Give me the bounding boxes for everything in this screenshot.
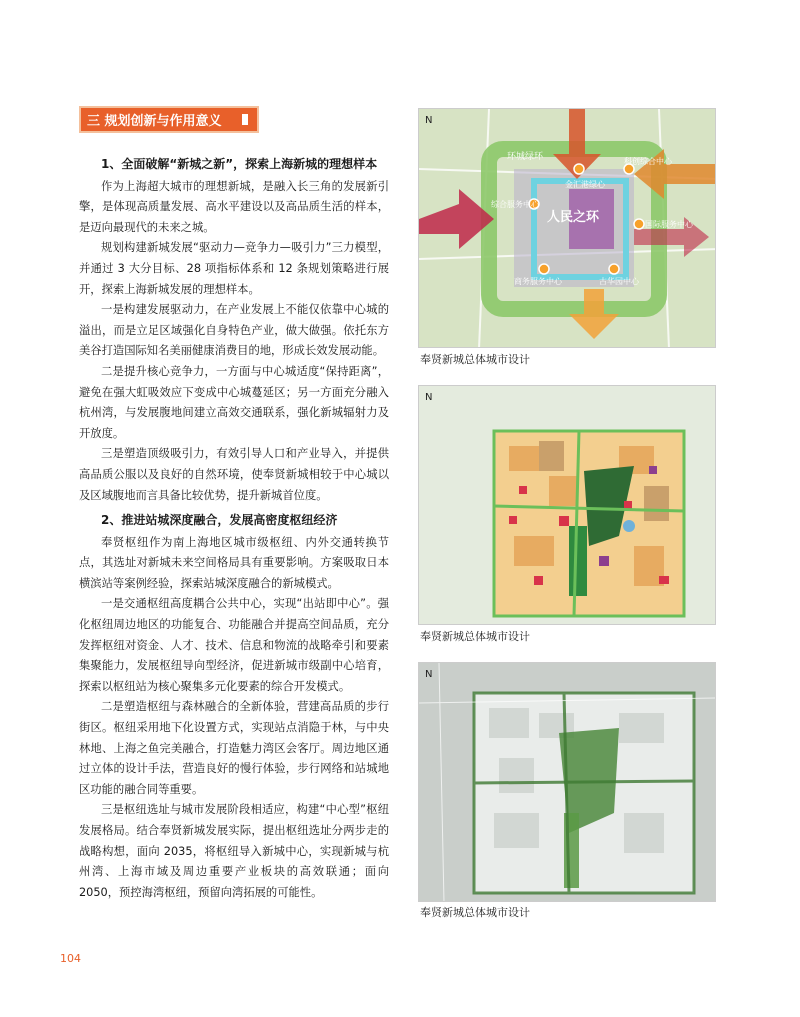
land-use-map-svg — [419, 386, 716, 625]
image-caption: 奉贤新城总体城市设计 — [420, 906, 530, 919]
section-header — [79, 106, 259, 133]
center-label: 人民之环 — [547, 210, 600, 225]
concept-map-image — [418, 108, 716, 348]
image-caption: 奉贤新城总体城市设计 — [420, 630, 530, 643]
paragraph: 一是构建发展驱动力，在产业发展上不能仅依靠中心城的溢出，而是立足区域强化自身特色产业，做大做强。依托东方美谷打造国际知名美丽健康消费目的地，形成长效发展动能。 — [79, 303, 389, 358]
ring-label: 环城绿环 — [507, 152, 544, 162]
section-title: 三 规划创新与作用意义 — [87, 114, 222, 129]
paragraph: 三是枢纽选址与城市发展阶段相适应，构建“中心型”枢纽发展格局。结合奉贤新城发展实际，提出枢纽选址分两步走的战略构想，面向 2035，将枢纽导入新城中心，实现新城与杭州湾、上海市域及周边重要产业板块的高效联通；面向 2050，预控海湾枢纽，预留向湾拓展的可能性。 — [79, 803, 389, 899]
heading-2: 2、推进站城深度融合，发展高密度枢纽经济 — [101, 513, 338, 528]
node-label: 金汇港绿心 — [565, 180, 605, 189]
node-label: 商务服务中心 — [514, 277, 562, 286]
paragraph: 规划构建新城发展“驱动力—竞争力—吸引力”三力模型，并通过 3 大分目标、28 项指标体系和 12 条规划策略进行展开，探索上海新城发展的理想样本。 — [79, 241, 389, 296]
node-label: 综合服务中心 — [491, 200, 539, 209]
image-caption: 奉贤新城总体城市设计 — [420, 353, 530, 366]
heading-1: 1、全面破解“新城之新”，探索上海新城的理想样本 — [101, 157, 378, 171]
body-text — [79, 150, 389, 903]
paragraph: 奉贤枢纽作为南上海地区城市级枢纽、内外交通转换节点，其选址对新城未来空间格局具有重要影响。方案吸取日本横滨站等案例经验，探索站城深度融合的新城模式。 — [79, 535, 389, 590]
paragraph: 三是塑造顶级吸引力，有效引导人口和产业导入，并提供高品质公服以及良好的自然环境，使奉贤新城相较于中心城以及区域腹地而言具备比较优势，提升新城首位度。 — [79, 447, 389, 502]
paragraph: 二是提升核心竞争力，一方面与中心城适度“保持距离”，避免在强大虹吸效应下变成中心城蔓延区；另一方面充分融入杭州湾，与发展腹地间建立高效交通联系，强化新城辐射力及开放度。 — [79, 364, 389, 440]
paragraph: 二是塑造枢纽与森林融合的全新体验，营建高品质的步行街区。枢纽采用地下化设置方式，实现站点消隐于林，与中央林地、上海之鱼完美融合，打造魅力湾区会客厅。周边地区通过立体的设计手法，营造良好的慢行体验，步行网络和站城地区功能的融合同等重要。 — [79, 700, 389, 796]
node-label: 国际服务中心 — [645, 220, 693, 229]
aerial-plan-svg — [419, 663, 716, 902]
north-arrow-icon: N — [425, 115, 433, 126]
header-mark — [239, 111, 251, 128]
node-label: 古华园中心 — [599, 277, 639, 286]
page-number: 104 — [60, 952, 81, 965]
concept-map-svg — [419, 109, 716, 348]
north-arrow-icon: N — [425, 669, 433, 680]
north-arrow-icon: N — [425, 392, 433, 403]
paragraph: 作为上海超大城市的理想新城，是融入长三角的发展新引擎，是体现高质量发展、高水平建设以及高品质生活的样本，是迈向最现代的未来之城。 — [79, 179, 389, 234]
aerial-plan-image — [418, 662, 716, 902]
land-use-map-image — [418, 385, 716, 625]
node-label: 科创综合中心 — [624, 157, 672, 166]
paragraph: 一是交通枢纽高度耦合公共中心，实现“出站即中心”。强化枢纽周边地区的功能复合、功能融合并提高空间品质，充分发挥枢纽对资金、人才、技术、信息和物流的战略牵引和要素集聚能力，发展枢纽导向型经济，促进新城市级副中心培育，探索以枢纽站为核心聚集多元化要素的综合开发模式。 — [79, 597, 389, 693]
